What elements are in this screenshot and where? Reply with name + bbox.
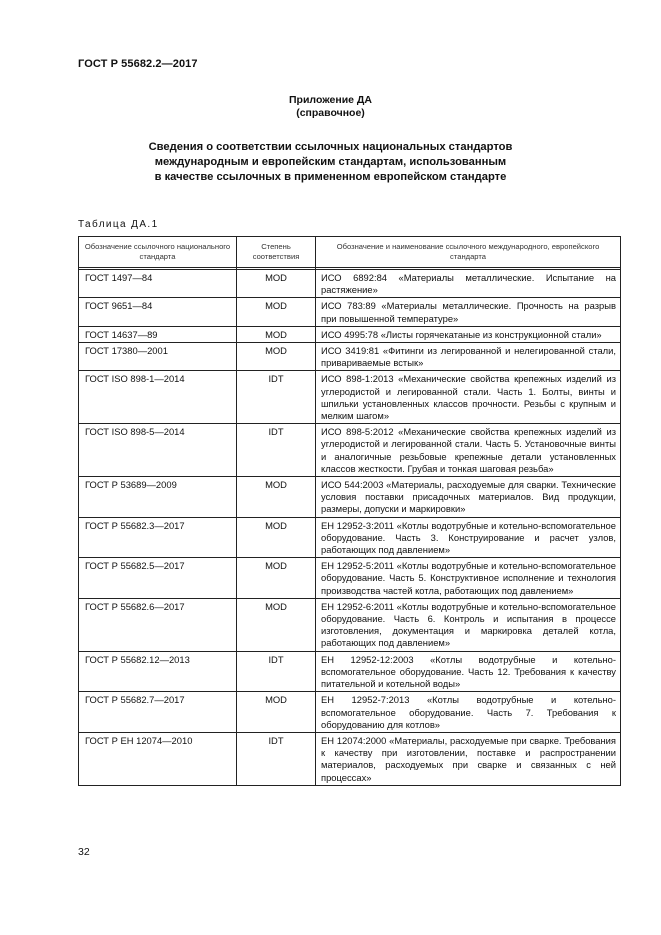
section-title-line-1: Сведения о соответствии ссылочных национальных стандартов (148, 141, 513, 153)
cell-degree: MOD (237, 692, 316, 733)
cell-national-standard: ГОСТ Р 55682.3—2017 (79, 517, 237, 558)
table-row (79, 371, 621, 424)
cell-national-standard: ГОСТ 17380—2001 (79, 343, 237, 371)
appendix-title: Приложение ДА (289, 94, 372, 106)
cell-international-standard: ЕН 12952-7:2013 «Котлы водотрубные и котельно-вспомогательное оборудование. Часть 7. Требования к оборудованию для котлов» (316, 692, 621, 733)
standards-correspondence-table (78, 236, 621, 786)
cell-international-standard: ИСО 898-1:2013 «Механические свойства крепежных изделий из углеродистой и легированной стали. Часть 1. Болты, винты и шпильки установленных классов прочности. Резьбы с крупным и мелким шагом» (316, 371, 621, 424)
cell-international-standard: ЕН 12952-3:2011 «Котлы водотрубные и котельно-вспомогательное оборудование. Часть 3. Конструирование и расчет узлов, работающих под давлением» (316, 517, 621, 558)
table-row (79, 270, 621, 298)
cell-degree: IDT (237, 424, 316, 477)
cell-international-standard: ЕН 12952-6:2011 «Котлы водотрубные и котельно-вспомогательное оборудование. Часть 6. Контроль и испытания в процессе изготовления, документация и маркировка деталей котла, работающих под давлением» (316, 598, 621, 651)
table-row (79, 424, 621, 477)
cell-national-standard: ГОСТ Р ЕН 12074—2010 (79, 732, 237, 785)
table-row (79, 326, 621, 342)
cell-national-standard: ГОСТ 9651—84 (79, 298, 237, 326)
cell-degree: MOD (237, 326, 316, 342)
column-header-international-standard: Обозначение и наименование ссылочного международного, европейского стандарта (316, 237, 621, 268)
appendix-subtitle: (справочное) (296, 107, 365, 119)
table-row (79, 732, 621, 785)
cell-international-standard: ИСО 783:89 «Материалы металлические. Прочность на разрыв при повышенной температуре» (316, 298, 621, 326)
cell-national-standard: ГОСТ ISO 898-5—2014 (79, 424, 237, 477)
section-title-line-3: в качестве ссылочных в примененном европейском стандарте (154, 171, 507, 183)
table-body (79, 270, 621, 786)
cell-international-standard: ЕН 12952-5:2011 «Котлы водотрубные и котельно-вспомогательное оборудование. Часть 5. Конструктивное исполнение и технология производства частей котла, работающих под давлением» (316, 558, 621, 599)
section-title-line-2: международным и европейским стандартам, использованным (154, 156, 507, 168)
cell-degree: MOD (237, 477, 316, 518)
cell-international-standard: ЕН 12952-12:2003 «Котлы водотрубные и котельно-вспомогательное оборудование. Часть 12. Требования к качеству питательной и котельной воды» (316, 651, 621, 692)
cell-national-standard: ГОСТ 14637—89 (79, 326, 237, 342)
column-header-degree: Степень соответствия (237, 237, 316, 268)
cell-national-standard: ГОСТ 1497—84 (79, 270, 237, 298)
cell-national-standard: ГОСТ Р 55682.7—2017 (79, 692, 237, 733)
cell-degree: MOD (237, 298, 316, 326)
page-number: 32 (78, 846, 90, 858)
cell-degree: IDT (237, 651, 316, 692)
table-row (79, 651, 621, 692)
cell-national-standard: ГОСТ Р 55682.5—2017 (79, 558, 237, 599)
table-header-row (79, 237, 621, 268)
cell-degree: MOD (237, 558, 316, 599)
table-caption: Таблица ДА.1 (78, 219, 159, 230)
cell-international-standard: ИСО 898-5:2012 «Механические свойства крепежных изделий из углеродистой и легированной стали. Часть 5. Установочные винты и аналогичные резьбовые крепежные детали установленных классов жесткости. Грубая и тонкая шаговая резьба» (316, 424, 621, 477)
table-row (79, 558, 621, 599)
appendix-heading (0, 94, 661, 120)
cell-international-standard: ИСО 6892:84 «Материалы металлические. Испытание на растяжение» (316, 270, 621, 298)
cell-degree: MOD (237, 598, 316, 651)
cell-international-standard: ИСО 3419:81 «Фитинги из легированной и нелегированной стали, привариваемые встык» (316, 343, 621, 371)
table-row (79, 692, 621, 733)
table-row (79, 343, 621, 371)
table-row (79, 598, 621, 651)
cell-degree: IDT (237, 371, 316, 424)
document-code: ГОСТ Р 55682.2—2017 (78, 58, 198, 70)
cell-degree: IDT (237, 732, 316, 785)
cell-national-standard: ГОСТ Р 55682.6—2017 (79, 598, 237, 651)
column-header-national-standard: Обозначение ссылочного национального стандарта (79, 237, 237, 268)
cell-national-standard: ГОСТ Р 55682.12—2013 (79, 651, 237, 692)
cell-international-standard: ИСО 4995:78 «Листы горячекатаные из конструкционной стали» (316, 326, 621, 342)
cell-degree: MOD (237, 517, 316, 558)
table-row (79, 477, 621, 518)
cell-degree: MOD (237, 343, 316, 371)
section-title (0, 140, 661, 185)
cell-national-standard: ГОСТ ISO 898-1—2014 (79, 371, 237, 424)
cell-international-standard: ИСО 544:2003 «Материалы, расходуемые для сварки. Технические условия поставки присадочных материалов. Вид продукции, размеры, допуски и маркировки» (316, 477, 621, 518)
cell-national-standard: ГОСТ Р 53689—2009 (79, 477, 237, 518)
cell-international-standard: ЕН 12074:2000 «Материалы, расходуемые при сварке. Требования к качеству при изготовлении, поставке и распространении материалов, расходуемых при сварке и связанных с ней процессах» (316, 732, 621, 785)
table-row (79, 298, 621, 326)
cell-degree: MOD (237, 270, 316, 298)
table-row (79, 517, 621, 558)
